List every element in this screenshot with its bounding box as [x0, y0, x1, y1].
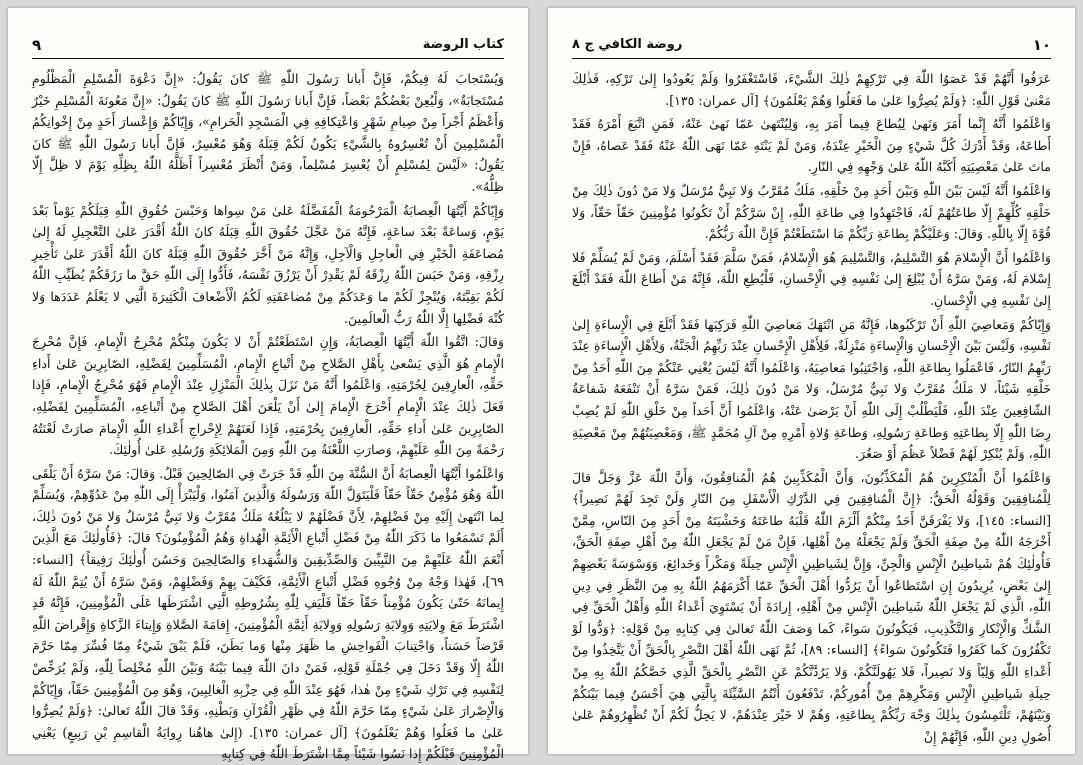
page-header [32, 36, 504, 59]
page-header [572, 36, 1051, 59]
paragraph: وَاعْلَمُوا أَنَّ الْمُنْكِرِينَ هُمُ الْمُكَذِّبُونَ، وَأَنَّ الْمُكَذِّبِينَ هُمُ الْمُنافِقُونَ، وَأَنَّ اللّٰهَ عَزَّ وَجَلَّ قالَ لِلْمُنافِقِينَ وَقَوْلُهُ الْحَقُّ: ﴿إِنَّ الْمُنافِقِينَ فِي الدَّرْكِ الْأَسْفَلِ مِنَ النّارِ وَلَنْ تَجِدَ لَهُمْ نَصِيراً﴾ [النساء: ١٤٥]، وَلا يَفْرَقَنَّ أَحَدٌ مِنْكُمْ أَلْزَمَ اللّٰهُ قَلْبَهُ طاعَتَهُ وَخَشْيَتَهُ مِنْ أَحَدٍ مِنَ النّاسِ، مِمَّنْ أَخْرَجَهُ اللّٰهُ مِنْ صِفَةِ الْحَقِّ وَلَمْ يَجْعَلْهُ مِنْ أَهْلِها، فَإِنَّ مَنْ لَمْ يَجْعَلِ اللّٰهُ مِنْ أَهْلِ صِفَةِ الْحَقِّ، فَأُولٰئِكَ هُمْ شَياطِينُ الْإِنْسِ وَالْجِنِّ، وَإِنَّ لِشَياطِينِ الْإِنْسِ حِيلَةً وَمَكْراً وَخَدائِعَ، وَوَسْوَسَةً بَعْضِهِمْ إِلىٰ بَعْضٍ، يُرِيدُونَ إِنِ اسْتَطاعُوا أَنْ يَرُدُّوا أَهْلَ الْحَقِّ عَمّا أَكْرَمَهُمُ اللّٰهُ بِهِ مِنَ النَّظَرِ فِي دِينِ اللّٰهِ، الَّذِي لَمْ يَجْعَلِ اللّٰهُ شَياطِينَ الْإِنْسِ مِنْ أَهْلِهِ، إِرادَةَ أَنْ يَسْتَوِيَ أَعْداءُ اللّٰهِ وَأَهْلُ الْحَقِّ فِي الشَّكِّ وَالْإِنْكارِ وَالتَّكْذِيبِ، فَيَكُونُونَ سَواءً، كَما وَصَفَ اللّٰهُ تَعالىٰ فِي كِتابِهِ مِنْ قَوْلِهِ: ﴿وَدُّوا لَوْ تَكْفُرُونَ كَما كَفَرُوا فَتَكُونُونَ سَواءً﴾ [النساء: ٨٩]، ثُمَّ نَهَى اللّٰهُ أَهْلَ النَّصْرِ بِالْحَقِّ أَنْ يَتَّخِذُوا مِنْ أَعْداءِ اللّٰهِ وَلِيّاً وَلا نَصِيراً، فَلا يَهُولَنَّكُمْ، وَلا يَرُدَّنَّكُمْ عَنِ النَّصْرِ بِالْحَقِّ الَّذِي خَصَّكُمُ اللّٰهُ بِهِ مِنْ حِيلَةِ شَياطِينِ الْإِنْسِ وَمَكْرِهِمْ مِنْ أُمُورِكُمْ، تَدْفَعُونَ أَنْتُمُ السَّيِّئَةَ بِالَّتِي هِيَ أَحْسَنُ فِيما بَيْنَكُمْ وَبَيْنَهُمْ، تَلْتَمِسُونَ بِذٰلِكَ وَجْهَ رَبِّكُمْ بِطاعَتِهِ، وَهُمْ لا خَيْرَ عِنْدَهُمْ، لا يَحِلُّ لَكُمْ أَنْ تُظْهِرُوهُمْ عَلىٰ أُصُولِ دِينِ اللّٰهِ، فَإِنَّهُمْ إِنْ [572, 469, 1051, 744]
page-body [32, 68, 505, 762]
page-body [572, 68, 1051, 746]
running-title: كتاب الروضة [422, 37, 504, 52]
paragraph: عَرَفُوا أَنَّهُمْ قَدْ عَصَوُا اللّٰهَ فِي تَرْكِهِمْ ذٰلِكَ الشَّيْءَ، فَاسْتَغْفَرُوا وَلَمْ يَعُودُوا إِلىٰ تَرْكِهِ، فَذٰلِكَ مَعْنىٰ قَوْلِ اللّٰهِ: ﴿وَلَمْ يُصِرُّوا عَلىٰ ما فَعَلُوا وَهُمْ يَعْلَمُونَ﴾ [آل عمران: ١٣٥]. [572, 71, 1051, 108]
left-page [8, 8, 528, 762]
paragraph: وَقالَ: اتَّقُوا اللّٰهَ أَيَّتُهَا الْعِصابَةُ، وَإِنِ اسْتَطَعْتُمْ أَنْ لا يَكُونَ مِنْكُمْ مُحْرِجُ الْإِمامِ، فَإِنَّ مُحْرِجَ الْإِمامِ هُوَ الَّذِي يَسْعىٰ بِأَهْلِ الصَّلاحِ مِنْ أَتْباعِ الْإِمامِ، الْمُسَلِّمِينَ لِفَضْلِهِ، الصّابِرِينَ عَلىٰ أَداءِ حَقِّهِ، الْعارِفِينَ لِحُرْمَتِهِ، وَاعْلَمُوا أَنَّهُ مَنْ نَزَلَ بِذٰلِكَ الْمَنْزِلِ عِنْدَ الْإِمامِ فَهُوَ مُحْرِجُ الْإِمامِ، فَإِذا فَعَلَ ذٰلِكَ عِنْدَ الْإِمامِ أَحْرَجَ الْإِمامَ إِلىٰ أَنْ يَلْعَنَ أَهْلَ الصَّلاحِ مِنْ أَتْباعِهِ، الْمُسَلِّمِينَ لِفَضْلِهِ، الصّابِرِينَ عَلىٰ أَداءِ حَقِّهِ، الْعارِفِينَ بِحُرْمَتِهِ، فَإِذا لَعَنَهُمْ لِإِحْراجِ أَعْداءِ اللّٰهِ الْإِمامَ صارَتْ لَعْنَتُهُ رَحْمَةً مِنَ اللّٰهِ عَلَيْهِمْ، وَصارَتِ اللَّعْنَةُ مِنَ اللّٰهِ وَمِنَ الْمَلائِكَةِ وَرُسُلِهِ عَلىٰ أُولٰئِكَ. [32, 334, 504, 458]
paragraph: وَاعْلَمُوا أَنَّهُ إِنَّما أَمَرَ وَنَهىٰ لِيُطاعَ فِيما أَمَرَ بِهِ، وَلِيُنْتَهىٰ عَمّا نَهىٰ عَنْهُ، فَمَنِ اتَّبَعَ أَمْرَهُ فَقَدْ أَطاعَهُ، وَقَدْ أَدْرَكَ كُلَّ شَيْءٍ مِنَ الْخَيْرِ عِنْدَهُ، وَمَنْ لَمْ يَنْتَهِ عَمّا نَهَى اللّٰهُ عَنْهُ فَقَدْ عَصاهُ، فَإِنْ ماتَ عَلىٰ مَعْصِيَتِهِ أَكَبَّهُ اللّٰهُ عَلىٰ وَجْهِهِ فِي النّارِ. [572, 116, 1051, 175]
paragraph: وَإِيّاكُمْ وَمَعاصِيَ اللّٰهِ أَنْ تَرْكَبُوها، فَإِنَّهُ مَنِ انْتَهَكَ مَعاصِيَ اللّٰهِ فَرَكِبَها فَقَدْ أَبْلَغَ فِي الْإِساءَةِ إِلىٰ نَفْسِهِ، وَلَيْسَ بَيْنَ الْإِحْسانِ وَالْإِساءَةِ مَنْزِلَةٌ، فَلِأَهْلِ الْإِحْسانِ عِنْدَ رَبِّهِمُ الْجَنَّةُ، وَلِأَهْلِ الْإِساءَةِ عِنْدَ رَبِّهِمُ النّارُ، فَاعْمَلُوا بِطاعَةِ اللّٰهِ، وَاجْتَنِبُوا مَعاصِيَهُ، وَاعْلَمُوا أَنَّهُ لَيْسَ يُغْنِي عَنْكُمْ مِنَ اللّٰهِ أَحَدٌ مِنْ خَلْقِهِ شَيْئاً، لا مَلَكٌ مُقَرَّبٌ وَلا نَبِيٌّ مُرْسَلٌ، وَلا مَنْ دُونَ ذٰلِكَ، فَمَنْ سَرَّهُ أَنْ تَنْفَعَهُ شَفاعَةُ الشّافِعِينَ عِنْدَ اللّٰهِ، فَلْيَطْلُبْ إِلَى اللّٰهِ أَنْ يَرْضىٰ عَنْهُ، وَاعْلَمُوا أَنَّ أَحَداً مِنْ خَلْقِ اللّٰهِ لَمْ يُصِبْ رِضَا اللّٰهِ إِلّا بِطاعَتِهِ وَطاعَةِ رَسُولِهِ، وَطاعَةِ وُلاةِ أَمْرِهِ مِنْ آلِ مُحَمَّدٍ ﷺ، وَمَعْصِيَتُهُمْ مِنْ مَعْصِيَةِ اللّٰهِ، وَلَمْ يُنْكِرْ لَهُمْ فَضْلاً عَظُمَ أَوْ صَغُرَ. [572, 316, 1051, 462]
paragraph: وَاعْلَمُوا أَنَّهُ لَيْسَ بَيْنَ اللّٰهِ وَبَيْنَ أَحَدٍ مِنْ خَلْقِهِ، مَلَكٌ مُقَرَّبٌ وَلا نَبِيٌّ مُرْسَلٌ وَلا مَنْ دُونَ ذٰلِكَ مِنْ خَلْقِهِ كُلِّهِمْ إِلّا طاعَتُهُمْ لَهُ، فَاجْتَهِدُوا فِي طاعَةِ اللّٰهِ، إِنْ سَرَّكُمْ أَنْ تَكُونُوا مُؤْمِنِينَ حَقّاً حَقّاً، وَلا قُوَّةَ إِلّا بِاللّٰهِ. وَقالَ: وَعَلَيْكُمْ بِطاعَةِ رَبِّكُمْ مَا اسْتَطَعْتُمْ فَإِنَّ اللّٰهَ رَبُّكُمْ. [572, 182, 1051, 242]
paragraph: وَإِيّاكُمْ أَيَّتُهَا الْعِصابَةُ الْمَرْحُومَةُ الْمُفَضَّلَةُ عَلىٰ مَنْ سِواها وَحَبْسَ حُقُوقِ اللّٰهِ قِبَلَكُمْ يَوْماً بَعْدَ يَوْمٍ، وَساعَةً بَعْدَ ساعَةٍ، فَإِنَّهُ مَنْ عَجَّلَ حُقُوقَ اللّٰهِ قِبَلَهُ كانَ اللّٰهُ أَقْدَرَ عَلىٰ التَّعْجِيلِ لَهُ إِلىٰ مُضاعَفَةِ الْخَيْرِ فِي الْعاجِلِ وَالْآجِلِ، وَإِنَّهُ مَنْ أَخَّرَ حُقُوقَ اللّٰهِ قِبَلَهُ كانَ اللّٰهُ أَقْدَرَ عَلىٰ تَأْخِيرِ رِزْقِهِ، وَمَنْ حَبَسَ اللّٰهُ رِزْقَهُ لَمْ يَقْدِرْ أَنْ يَرْزُقَ نَفْسَهُ، فَأَدُّوا إِلَى اللّٰهِ حَقَّ ما رَزَقَكُمْ يُطَيِّبِ اللّٰهُ لَكُمْ بَقِيَّتَهُ، وَيُنْجِزْ لَكُمْ ما وَعَدَكُمْ مِنْ مُضاعَفَتِهِ لَكُمُ الْأَضْعافَ الْكَثِيرَةَ الَّتِي لا يَعْلَمُ عَدَدَها وَلا كُنْهَ فَضْلِها إِلَّا اللّٰهُ رَبُّ الْعالَمِينَ. [32, 202, 504, 326]
paragraph: وَاعْلَمُوا أَيَّتُهَا الْعِصابَةُ أَنَّ السُّنَّةَ مِنَ اللّٰهِ قَدْ جَرَتْ فِي الصّالِحِينَ قَبْلُ. وَقالَ: مَنْ سَرَّهُ أَنْ يَلْقَى اللّٰهَ وَهُوَ مُؤْمِنٌ حَقّاً حَقّاً فَلْيَتَوَلَّ اللّٰهَ وَرَسُولَهُ وَالَّذِينَ آمَنُوا، وَلْيَبْرَأْ إِلَى اللّٰهِ مِنْ عَدُوِّهِمْ، وَيُسَلِّمْ لِما انْتَهىٰ إِلَيْهِ مِنْ فَضْلِهِمْ، لِأَنَّ فَضْلَهُمْ لا يَبْلُغُهُ مَلَكٌ مُقَرَّبٌ وَلا نَبِيٌّ مُرْسَلٌ وَلا مَنْ دُونَ ذٰلِكَ، أَلَمْ تَسْمَعُوا ما ذَكَرَ اللّٰهُ مِنْ فَضْلِ أَتْباعِ الْأَئِمَّةِ الْهُداةِ وَهُمُ الْمُؤْمِنُونَ؟ قالَ: ﴿فَأُولٰئِكَ مَعَ الَّذِينَ أَنْعَمَ اللّٰهُ عَلَيْهِمْ مِنَ النَّبِيِّينَ وَالصِّدِّيقِينَ وَالشُّهَداءِ وَالصّالِحِينَ وَحَسُنَ أُولٰئِكَ رَفِيقاً﴾ [النساء: ٦٩]، فَهٰذا وَجْهٌ مِنْ وُجُوهِ فَضْلِ أَتْباعِ الْأَئِمَّةِ، فَكَيْفَ بِهِمْ وَفَضْلِهِمْ، وَمَنْ سَرَّهُ أَنْ يُتِمَّ اللّٰهُ لَهُ إِيمانَهُ حَتّىٰ يَكُونَ مُؤْمِناً حَقّاً حَقّاً فَلْيَفِ لِلّٰهِ بِشُرُوطِهِ الَّتِي اشْتَرَطَها عَلَى الْمُؤْمِنِينَ، فَإِنَّهُ قَدِ اشْتَرَطَ مَعَ وِلايَتِهِ وَوِلايَةِ رَسُولِهِ وَوِلايَةِ أَئِمَّةِ الْمُؤْمِنِينَ، إِقامَةَ الصَّلاةِ وَإِيتاءَ الزَّكاةِ وَإِقْراضَ اللّٰهِ قَرْضاً حَسَناً، وَاجْتِنابَ الْفَواحِشِ ما ظَهَرَ مِنْها وَما بَطَنَ، فَلَمْ يَبْقَ شَيْءٌ مِمّا فُسِّرَ مِمّا حَرَّمَ اللّٰهُ إِلّا وَقَدْ دَخَلَ فِي جُمْلَةِ قَوْلِهِ، فَمَنْ دانَ اللّٰهَ فِيما بَيْنَهُ وَبَيْنَ اللّٰهِ مُخْلِصاً لِلّٰهِ، وَلَمْ يُرَخِّصْ لِنَفْسِهِ فِي تَرْكِ شَيْءٍ مِنْ هٰذا، فَهُوَ عِنْدَ اللّٰهِ فِي حِزْبِهِ الْغالِبِينَ، وَهُوَ مِنَ الْمُؤْمِنِينَ حَقّاً، وَإِيّاكُمْ وَالْإِصْرارَ عَلىٰ شَيْءٍ مِمّا حَرَّمَ اللّٰهُ فِي ظَهْرِ الْقُرْآنِ وَبَطْنِهِ، وَقَدْ قالَ اللّٰهُ تَعالىٰ: ﴿وَلَمْ يُصِرُّوا عَلىٰ ما فَعَلُوا وَهُمْ يَعْلَمُونَ﴾ [آل عمران: ١٣٥]. (إِلىٰ هاهُنا رِوايَةُ الْقاسِمِ بْنِ رَبِيعٍ) يَعْنِي الْمُؤْمِنِينَ قَبْلَكُمْ إِذا نَسُوا شَيْئاً مِمَّا اشْتَرَطَ اللّٰهُ فِي كِتابِهِ [32, 465, 505, 762]
page-number: ١٠ [1032, 36, 1051, 54]
page-number: ٩ [32, 36, 42, 54]
paragraph: وَاعْلَمُوا أَنَّ الْإِسْلامَ هُوَ التَّسْلِيمُ، وَالتَّسْلِيمَ هُوَ الْإِسْلامُ، فَمَنْ سَلَّمَ فَقَدْ أَسْلَمَ، وَمَنْ لَمْ يُسَلِّمْ فَلا إِسْلامَ لَهُ، وَمَنْ سَرَّهُ أَنْ يُبْلِغَ إِلىٰ نَفْسِهِ فِي الْإِحْسانِ، فَلْيُطِعِ اللّٰهَ، فَإِنَّهُ مَنْ أَطاعَ اللّٰهَ فَقَدْ أَبْلَغَ إِلىٰ نَفْسِهِ فِي الْإِحْسانِ. [572, 249, 1051, 308]
right-page [548, 8, 1075, 754]
paragraph: وَيُسْتَجابَ لَهُ فِيكُمْ، فَإِنَّ أَبانا رَسُولَ اللّٰهِ ﷺ كانَ يَقُولُ: «إِنَّ دَعْوَةَ الْمُسْلِمِ الْمَظْلُومِ مُسْتَجابَةٌ»، وَلْيُعِنْ بَعْضُكُمْ بَعْضاً، فَإِنَّ أَبانا رَسُولَ اللّٰهِ ﷺ كانَ يَقُولُ: «إِنَّ مَعُونَةَ الْمُسْلِمِ خَيْرٌ وَأَعْظَمُ أَجْراً مِنْ صِيامِ شَهْرٍ وَاعْتِكافِهِ فِي الْمَسْجِدِ الْحَرامِ»، وَإِيّاكُمْ وَإِعْسارَ أَحَدٍ مِنْ إِخْوانِكُمُ الْمُسْلِمِينَ أَنْ تُعْسِرُوهُ بِالشَّيْءِ يَكُونُ لَكُمْ قِبَلَهُ وَهُوَ مُعْسِرٌ، فَإِنَّ أَبانا رَسُولَ اللّٰهِ ﷺ كانَ يَقُولُ: «لَيْسَ لِمُسْلِمٍ أَنْ يُعْسِرَ مُسْلِماً، وَمَنْ أَنْظَرَ مُعْسِراً أَظَلَّهُ اللّٰهُ بِظِلِّهِ يَوْمَ لا ظِلَّ إِلّا ظِلُّهُ». [32, 71, 504, 194]
running-title: روضة الكافي ج ٨ [572, 37, 683, 52]
